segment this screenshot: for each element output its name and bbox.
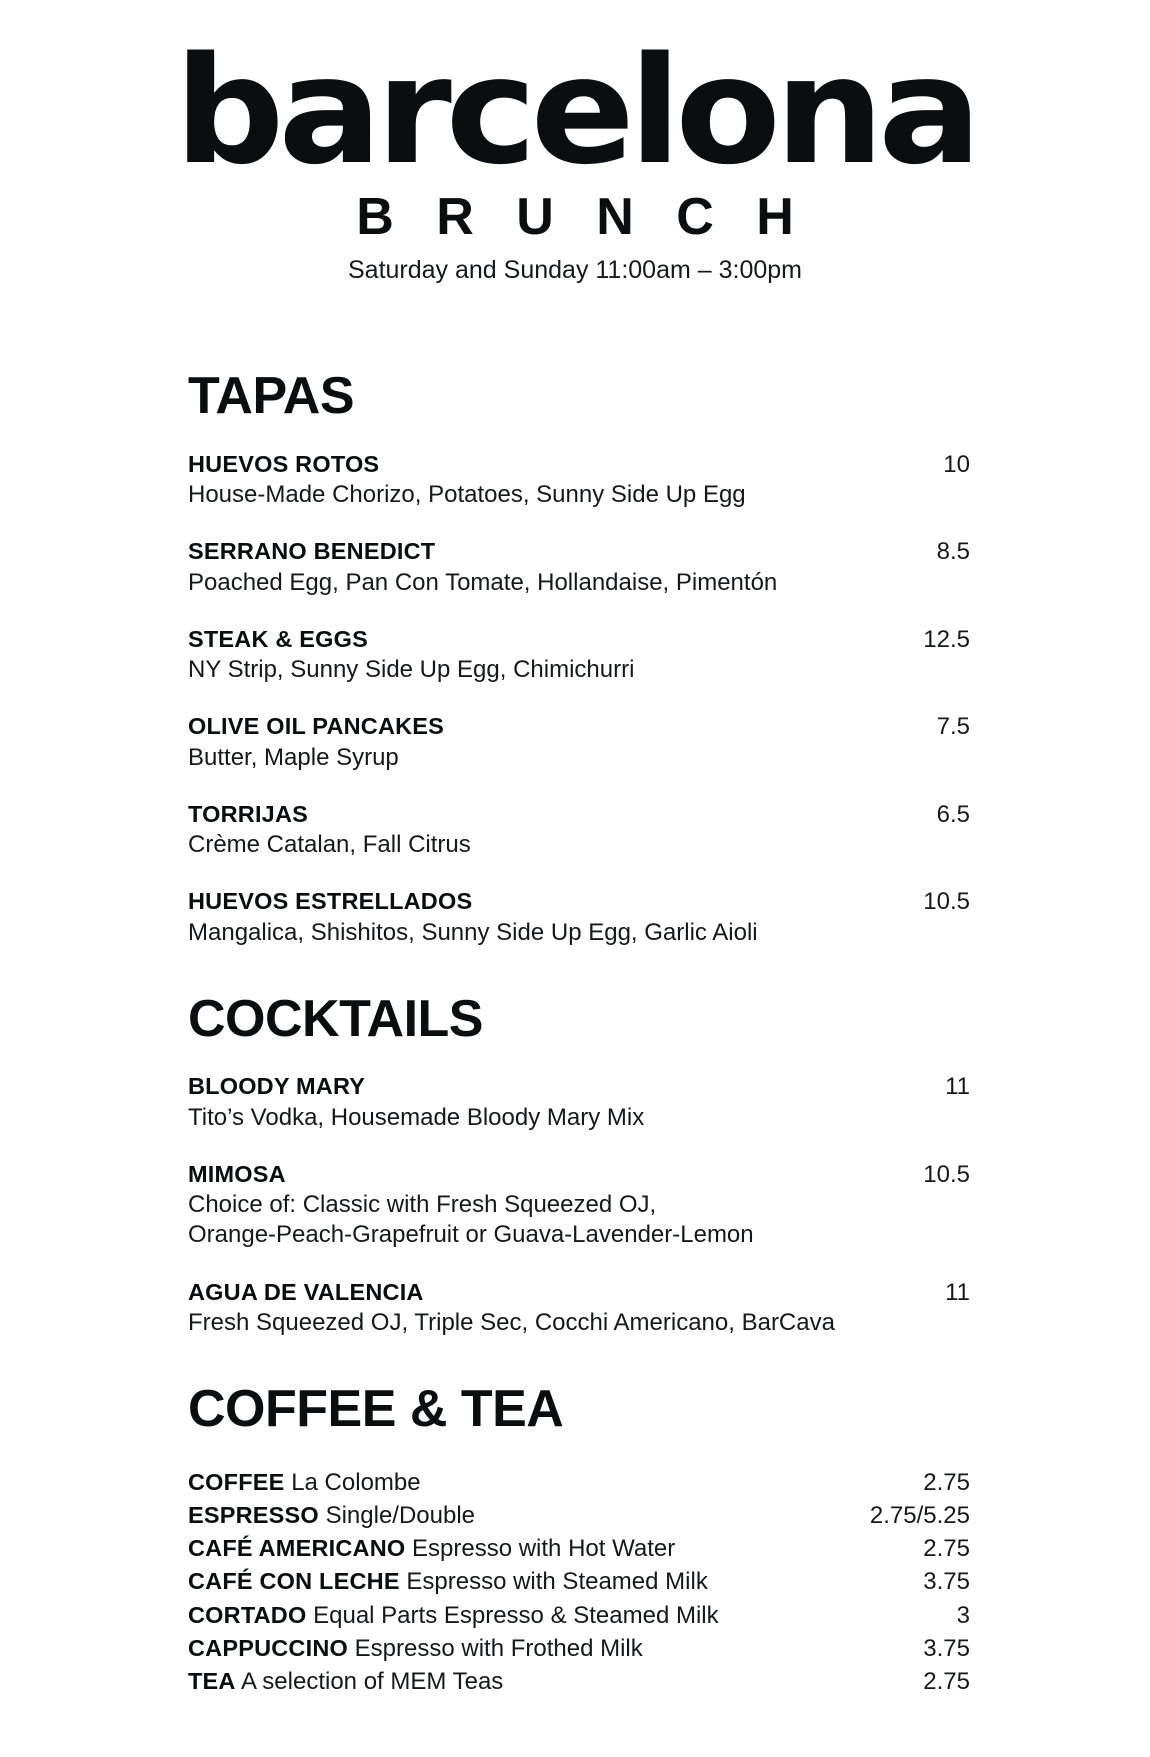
menu-item-name: CAFÉ AMERICANO [188,1535,406,1562]
menu-item-label [188,1500,475,1531]
menu-item [188,625,970,686]
menu-item-description [188,830,970,860]
menu-item-price: 3.75 [923,1634,970,1662]
menu-item [188,537,970,598]
menu-item-price: 2.75 [923,1667,970,1695]
menu-item-price: 10.5 [923,1160,970,1188]
menu-item [188,450,970,511]
menu-item-price: 7.5 [936,713,970,741]
menu-item-headline [188,1072,970,1101]
menu-item-description-line: Butter, Maple Syrup [188,743,399,771]
service-hours: Saturday and Sunday 11:00am – 3:00pm [347,256,803,285]
compact-item-list [188,1467,970,1697]
menu-item-name: TEA [188,1667,236,1694]
menu-item-price: 3 [956,1601,970,1629]
menu-item-price: 2.75 [923,1468,970,1496]
menu-item-description [188,743,970,773]
menu-item-name: TORRIJAS [188,800,308,827]
menu-item-description-line: Mangalica, Shishitos, Sunny Side Up Egg, Garlic Aioli [188,918,758,946]
menu-item-price: 6.5 [936,800,970,828]
menu-item-label [188,1633,643,1664]
menu-item-description-line: NY Strip, Sunny Side Up Egg, Chimichurri [188,656,635,684]
menu-item [188,887,970,948]
menu-item-price: 8.5 [936,538,970,566]
menu-item-description-line: Crème Catalan, Fall Citrus [188,831,471,859]
menu-header [0,0,1150,285]
menu-item-name: CAFÉ CON LECHE [188,1568,400,1595]
menu-item-description-line: Poached Egg, Pan Con Tomate, Hollandaise, Pimentón [188,568,778,596]
menu-item-price: 3.75 [923,1568,970,1596]
menu-item-description: A selection of MEM Teas [240,1667,504,1695]
menu-item-name: AGUA DE VALENCIA [188,1278,424,1305]
menu-row [188,1467,970,1498]
menu-item [188,800,970,861]
menu-item-headline [188,625,970,654]
menu-row [188,1500,970,1531]
menu-row [188,1600,970,1631]
menu-item-name: ESPRESSO [188,1501,319,1528]
menu-row [188,1533,970,1564]
menu-item-name: COFFEE [188,1468,285,1495]
menu-item-label [188,1666,503,1697]
section-title-cocktails: COCKTAILS [188,989,483,1048]
menu-item-description [188,655,970,685]
menu-item-description: Single/Double [325,1501,476,1529]
menu-item-name: MIMOSA [188,1160,286,1187]
menu-item-headline [188,1160,970,1189]
menu-item-price: 11 [945,1073,970,1101]
menu-row [188,1566,970,1597]
menu-item-price: 10.5 [923,888,970,916]
menu-item-label [188,1467,421,1498]
menu-item-description [188,918,970,948]
menu-item-description-line: Fresh Squeezed OJ, Triple Sec, Cocchi Americano, BarCava [188,1308,835,1336]
menu-item-price: 2.75 [923,1535,970,1563]
menu-item-name: CORTADO [188,1601,307,1628]
menu-item [188,1072,970,1133]
menu-row [188,1666,970,1697]
menu-item-description: Espresso with Steamed Milk [406,1568,708,1596]
menu-item-headline [188,887,970,916]
menu-section-coffee-tea [188,1382,970,1697]
menu-item-description: Espresso with Hot Water [412,1535,676,1563]
section-title-coffee-tea: COFFEE & TEA [188,1380,564,1439]
menu-item-name: SERRANO BENEDICT [188,538,436,565]
barcelona-wordmark: barcelona [174,25,976,197]
brunch-title: B R U N C H [356,188,808,247]
menu-item-description-line: Choice of: Classic with Fresh Squeezed OJ, [188,1191,657,1219]
menu-item-headline [188,800,970,829]
menu-item-name: CAPPUCCINO [188,1634,348,1661]
menu-item-price: 10 [943,450,970,478]
menu-item-description [188,1103,970,1133]
menu-item-description: Equal Parts Espresso & Steamed Milk [313,1601,719,1629]
menu-item-description-line: Tito’s Vodka, Housemade Bloody Mary Mix [188,1103,645,1131]
menu-item-label [188,1533,675,1564]
menu-item-name: HUEVOS ROTOS [188,450,380,477]
menu-item-price: 12.5 [923,625,970,653]
menu-item [188,1160,970,1251]
menu-body [180,285,970,1697]
menu-item-description-line: House-Made Chorizo, Potatoes, Sunny Side Up Egg [188,481,746,509]
menu-item-price: 11 [945,1278,970,1306]
menu-item-name: HUEVOS ESTRELLADOS [188,888,473,915]
menu-item-headline [188,537,970,566]
menu-item-description: La Colombe [291,1468,421,1496]
menu-item-name: OLIVE OIL PANCAKES [188,713,445,740]
menu-item-label [188,1566,708,1597]
menu-row [188,1633,970,1664]
menu-item-name: BLOODY MARY [188,1073,366,1100]
menu-item-headline [188,450,970,479]
menu-item [188,1278,970,1339]
menu-item [188,712,970,773]
menu-section-cocktails [188,989,970,1338]
menu-item-price: 2.75/5.25 [869,1501,970,1529]
menu-item-name: STEAK & EGGS [188,625,368,652]
menu-item-description-line: Orange-Peach-Grapefruit or Guava-Lavender-Lemon [188,1221,754,1249]
menu-item-label [188,1600,719,1631]
menu-item-description [188,1190,970,1250]
menu-item-description: Espresso with Frothed Milk [354,1634,643,1662]
menu-item-description [188,1308,970,1338]
section-title-tapas: TAPAS [188,367,355,426]
menu-item-description [188,480,970,510]
menu-item-headline [188,1278,970,1307]
menu-item-description [188,568,970,598]
menu-item-headline [188,712,970,741]
menu-section-tapas [188,369,970,948]
